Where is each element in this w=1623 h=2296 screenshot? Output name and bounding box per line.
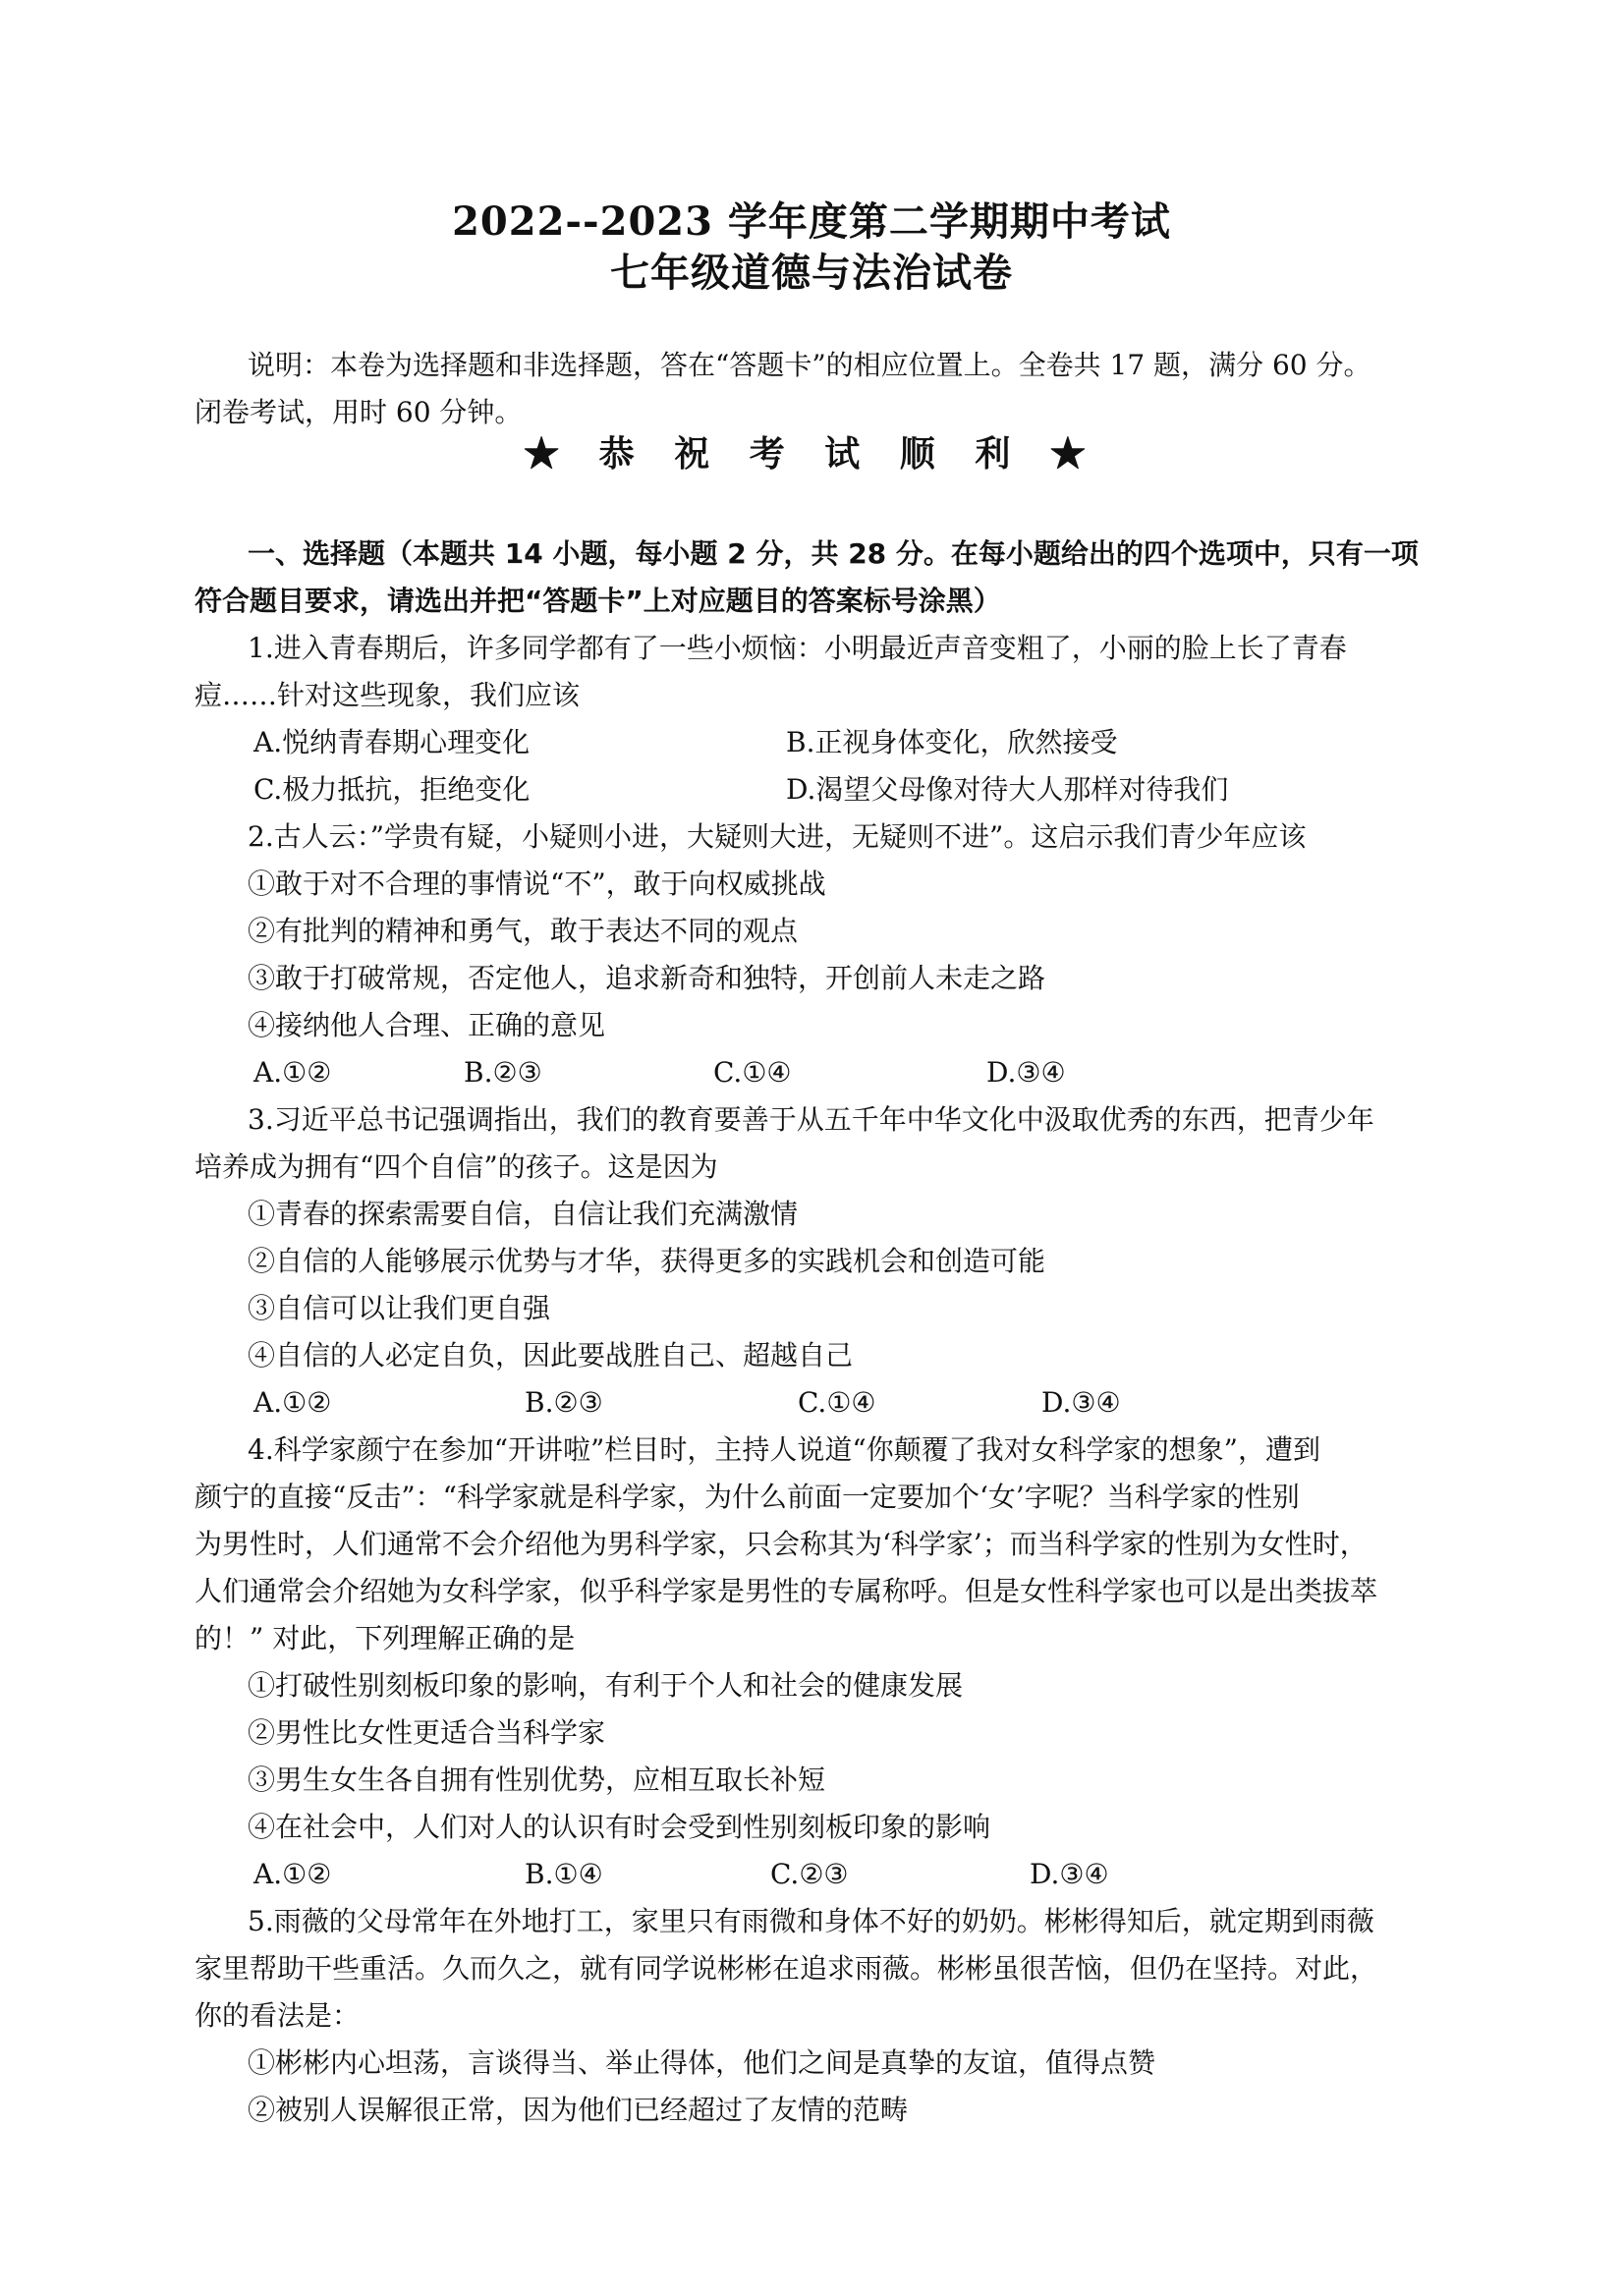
section-heading-line-2: 符合题目要求，请选出并把“答题卡”上对应题目的答案标号涂黑） xyxy=(195,585,1001,617)
q3-option-c: C.①④ xyxy=(798,1386,876,1419)
q4-stem-line-3: 为男性时，人们通常不会介绍他为男科学家，只会称其为‘科学家’；而当科学家的性别为女性时， xyxy=(195,1528,1368,1560)
q5-stem-line-3: 你的看法是： xyxy=(195,1999,361,2032)
q5-statement-2: ②被别人误解很正常，因为他们已经超过了友情的范畴 xyxy=(248,2094,909,2126)
q5-statement-1: ①彬彬内心坦荡，言谈得当、举止得体，他们之间是真挚的友谊，值得点赞 xyxy=(248,2046,1156,2079)
q4-statement-2: ②男性比女性更适合当科学家 xyxy=(248,1716,606,1749)
q3-option-a: A.①② xyxy=(253,1386,332,1419)
q1-stem-line-2: 痘……针对这些现象，我们应该 xyxy=(195,679,581,711)
q2-option-d: D.③④ xyxy=(986,1056,1066,1089)
q3-stem-line-2: 培养成为拥有“四个自信”的孩子。这是因为 xyxy=(195,1150,718,1183)
q4-option-a: A.①② xyxy=(253,1858,332,1890)
instructions-line-1: 说明：本卷为选择题和非选择题，答在“答题卡”的相应位置上。全卷共 17 题，满分 60 分。 xyxy=(248,349,1371,381)
q2-option-b: B.②③ xyxy=(464,1056,542,1089)
q2-option-a: A.①② xyxy=(253,1056,332,1089)
q2-statement-2: ②有批判的精神和勇气，敢于表达不同的观点 xyxy=(248,915,799,947)
q5-stem-line-2: 家里帮助干些重活。久而久之，就有同学说彬彬在追求雨薇。彬彬虽很苦恼，但仍在坚持。对此， xyxy=(195,1952,1378,1985)
q4-stem-line-4: 人们通常会介绍她为女科学家，似乎科学家是男性的专属称呼。但是女性科学家也可以是出类拔萃 xyxy=(195,1575,1378,1607)
q4-option-b: B.①④ xyxy=(525,1858,603,1890)
q3-option-b: B.②③ xyxy=(525,1386,603,1419)
q4-stem-line-1: 4.科学家颜宁在参加“开讲啦”栏目时，主持人说道“你颠覆了我对女科学家的想象”，遭到 xyxy=(248,1433,1320,1466)
q5-stem-line-1: 5.雨薇的父母常年在外地打工，家里只有雨微和身体不好的奶奶。彬彬得知后，就定期到雨薇 xyxy=(248,1905,1374,1937)
q3-option-d: D.③④ xyxy=(1041,1386,1121,1419)
q4-stem-line-5: 的！” 对此，下列理解正确的是 xyxy=(195,1622,576,1654)
q4-statement-4: ④在社会中，人们对人的认识有时会受到性别刻板印象的影响 xyxy=(248,1811,991,1843)
q1-option-c: C.极力抵抗，拒绝变化 xyxy=(253,773,531,806)
q2-statement-3: ③敢于打破常规，否定他人，追求新奇和独特，开创前人未走之路 xyxy=(248,962,1046,994)
q4-statement-3: ③男生女生各自拥有性别优势，应相互取长补短 xyxy=(248,1764,826,1796)
q1-option-b: B.正视身体变化，欣然接受 xyxy=(786,726,1118,758)
exam-title: 2022--2023 学年度第二学期期中考试 xyxy=(452,198,1171,245)
exam-subtitle: 七年级道德与法治试卷 xyxy=(610,250,1013,296)
q2-statement-4: ④接纳他人合理、正确的意见 xyxy=(248,1009,606,1041)
q3-statement-3: ③自信可以让我们更自强 xyxy=(248,1292,551,1324)
q4-stem-line-2: 颜宁的直接“反击”：“科学家就是科学家，为什么前面一定要加个‘女’字呢？当科学家的性别 xyxy=(195,1481,1300,1513)
q2-statement-1: ①敢于对不合理的事情说“不”，敢于向权威挑战 xyxy=(248,868,826,900)
q3-statement-4: ④自信的人必定自负，因此要战胜自己、超越自己 xyxy=(248,1339,854,1372)
motto: ★ 恭 祝 考 试 顺 利 ★ xyxy=(524,433,1099,475)
q4-statement-1: ①打破性别刻板印象的影响，有利于个人和社会的健康发展 xyxy=(248,1669,964,1702)
q4-option-d: D.③④ xyxy=(1030,1858,1109,1890)
q1-option-a: A.悦纳青春期心理变化 xyxy=(253,726,531,758)
q3-stem-line-1: 3.习近平总书记强调指出，我们的教育要善于从五千年中华文化中汲取优秀的东西，把青少年 xyxy=(248,1103,1374,1136)
q3-statement-1: ①青春的探索需要自信，自信让我们充满激情 xyxy=(248,1198,799,1230)
q3-statement-2: ②自信的人能够展示优势与才华，获得更多的实践机会和创造可能 xyxy=(248,1245,1046,1277)
section-heading-line-1: 一、选择题（本题共 14 小题，每小题 2 分，共 28 分。在每小题给出的四个选项中，只有一项 xyxy=(248,537,1419,570)
q1-stem-line-1: 1.进入青春期后，许多同学都有了一些小烦恼：小明最近声音变粗了，小丽的脸上长了青春 xyxy=(248,632,1347,664)
q2-stem: 2.古人云：”学贵有疑，小疑则小进，大疑则大进，无疑则不进”。这启示我们青少年应该 xyxy=(248,820,1307,853)
q4-option-c: C.②③ xyxy=(770,1858,849,1890)
instructions-line-2: 闭卷考试，用时 60 分钟。 xyxy=(195,396,523,428)
q2-option-c: C.①④ xyxy=(713,1056,792,1089)
q1-option-d: D.渴望父母像对待大人那样对待我们 xyxy=(786,773,1229,806)
